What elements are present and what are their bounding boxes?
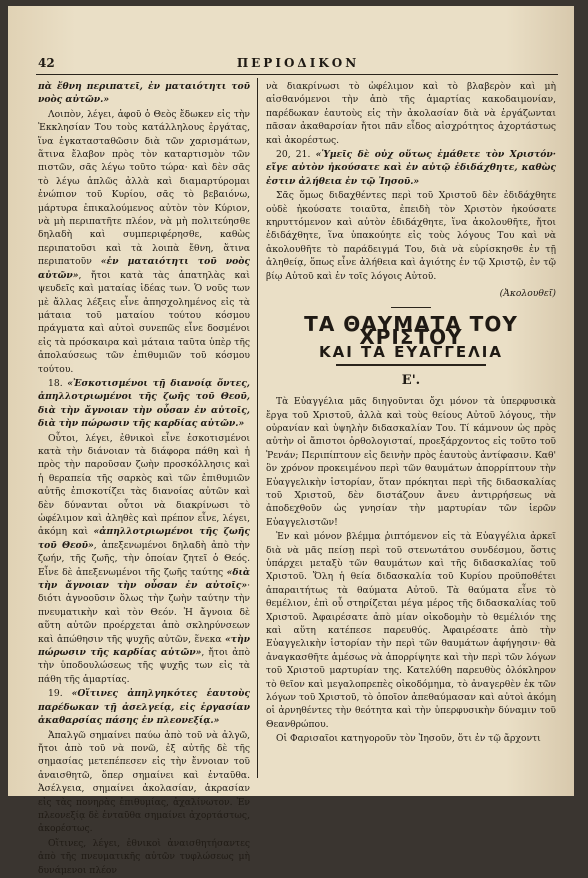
page-number: 42 — [38, 56, 55, 70]
paragraph — [38, 108, 250, 376]
verse-quote: «τὴν πώρωσιν τῆς καρδίας αὐτῶν» — [38, 633, 250, 659]
paragraph-text: · διότι ἀγνοοῦσιν ὅλως τὴν ζωὴν ταύτην τὴν πνευματικὴν καὶ τὸν Θεόν. Ἡ ἄγνοια δὲ αὕτη αὐτῶν προέρχεται ἀπὸ σκληρύνσεων καὶ ἀπώθησιν τῆς ψυχῆς αὐτῶν, ἕνεκα — [38, 580, 250, 645]
verse-block — [266, 148, 556, 188]
header-rule — [36, 74, 558, 75]
verse-quote: «Οἵτινες ἀπηλγηκότες ἑαυτοὺς παρέδωκαν τῇ ἀσελγείᾳ, εἰς ἐργασίαν ἀκαθαρσίας πάσης ἐν πλεονεξίᾳ.» — [38, 688, 250, 727]
paragraph-text: Οὗτοι, λέγει, ἐθνικοὶ εἶνε ἐσκοτισμένοι κατὰ τὴν διάνοιαν τὰ διάφορα πάθη καὶ ἡ πρὸς τὴν παροῦσαν ζωὴν προσκόλλησις καὶ ἡ θεραπεία τῆς σαρκὸς καὶ τῶν ἐπιθυμιῶν αὐτῆς ἐπισκοτίζει τὰς διανοίας αὐτῶν καὶ δὲν δύνανται οὗτοι νὰ διακρίνωσι τὸ ὠφέλιμον καὶ ἀληθὲς καὶ πρέπον εἶνε, λέγει, ἀκόμη καὶ — [38, 432, 250, 538]
right-column — [266, 80, 556, 747]
paragraph-text: Λοιπὸν, λέγει, ἀφοῦ ὁ Θεὸς ἔδωκεν εἰς τὴν Ἐκκλησίαν Του τοὺς κατάλληλους ἐργάτας, ἵνα ἐγκατασταθῶσιν διὰ τῶν χαρισμάτων, ἅτινα ἔλαβον πρὸς τὸν καταρτισμὸν τῶν πιστῶν, σᾶς λέγω τοῦτο τώρα· καὶ δὲν σᾶς τὸ λέγω ἁπλῶς ἀλλὰ καὶ διαμαρτύρομαι ἐνώπιον τοῦ Κυρίου, σᾶς τὸ βεβαιόνω, μάρτυρα ἐπικαλούμενος αὐτὸν τὸν Κύριον, νὰ μὴ περιπατῆτε πλέον, νὰ μὴ πολιτεύησθε δηλαδὴ καὶ συμπεριφέρησθε, καθὼς περιπατοῦσι καὶ τὰ λοιπὰ ἔθνη, ἅτινα περιπατοῦν — [38, 108, 250, 268]
verse-block — [38, 687, 250, 727]
section-divider — [391, 307, 431, 308]
paragraph: νὰ διακρίνωσι τὸ ὠφέλιμον καὶ τὸ βλαβερὸν καὶ μὴ αἰσθανόμενοι τὴν ἀπὸ τῆς ἁμαρτίας κακοδαιμονίαν, παρέδωκαν ἑαυτοὺς εἰς τὴν ἀκολασίαν διὰ νὰ ἐργάζωνται πᾶσαν ἀκαθαρσίαν ἤτοι πᾶν εἶδος αἰσχρότητος ἀχορτάστως καὶ ἀκορέστως. — [266, 81, 556, 146]
paragraph: Σᾶς ὅμως διδαχθέντες περὶ τοῦ Χριστοῦ δὲν ἐδιδάχθητε οὐδὲ ἠκούσατε τοιαῦτα, ἐπειδὴ τὸν Χριστὸν ἠκούσατε κηρυττόμενον καὶ αὐτὸν ἐδιδάχθητε, ἵνα ἀκολουθῆτε, ἤτοι ἐδιδάχθητε, ἵνα ὑπακούητε εἰς τοὺς λόγους Του καὶ νὰ ἀκολουθῆτε τὸ παράδειγμά Του, διὰ νὰ εὑρίσκησθε ἐν τῇ ἀληθείᾳ, ὅπως εἶνε ἀλήθεια καὶ ἁγιότης ἐν τῷ Χριστῷ, ἐν τῷ βίῳ Αὐτοῦ καὶ ἐν τοῖς λόγοις Αὐτοῦ. — [266, 190, 556, 282]
paragraph — [38, 432, 250, 687]
column-divider — [257, 78, 258, 778]
paragraph-text: , ἀπεξενωμένοι δηλαδὴ ἀπὸ τὴν ζωήν, τῆς ζωῆς, τὴν ὁποίαν ζητεῖ ὁ Θεός. Εἶνε δὲ ἀπεξενωμένοι τῆς ζωῆς ταύτης — [38, 539, 251, 578]
paragraph-text: , ἤτοι ἀπὸ τὴν ὑποδουλώσεως τῆς ψυχῆς των εἰς τὰ πάθη τῆς ἁμαρτίας. — [38, 647, 250, 685]
continues-note: (Ἀκολουθεῖ) — [499, 288, 556, 300]
verse-number: 19. — [48, 688, 63, 700]
verse-quote: «ἀπηλλοτριωμένοι τῆς ζωῆς τοῦ Θεοῦ» — [38, 526, 250, 551]
page-header — [38, 56, 558, 74]
paragraph — [38, 80, 250, 107]
paragraph: Ἀπαλγῶ σημαίνει παύω ἀπὸ τοῦ νὰ ἀλγῶ, ἤτοι ἀπὸ τοῦ νὰ πονῶ, ἐξ αὐτῆς δὲ τῆς σημασίας μετεπέπεσεν εἰς τὴν ἔννοιαν τοῦ ἀναισθητῶ, ὅπερ σημαίνει καὶ ἐνταῦθα. Ἀσέλγεια, σημαίνει ἀκολασίαν, ἀκρασίαν εἰς τὰς πονηρὰς ἐπιθυμίας, ἀχαλίνωτον. Ἐν πλεονεξίᾳ δὲ ἐνταῦθα σημαίνει ἀχορτάστως, ἀκορέστως. — [38, 729, 250, 835]
verse-quote: «διὰ τὴν ἄγνοιαν τὴν οὖσαν ἐν αὐτοῖς» — [38, 566, 250, 592]
verse-number: 18. — [48, 377, 63, 389]
paragraph: Οἵτινες, λέγει, ἐθνικοὶ ἀναισθητήσαντες ἀπὸ τῆς πνευματικῆς αὐτῶν τυφλώσεως μὴ δυνάμενοι πλέον — [38, 837, 250, 876]
verse-block — [38, 377, 250, 431]
verse-quote: «Ὑμεῖς δὲ οὐχ οὕτως ἐμάθετε τὸν Χριστόν· εἴγε αὐτὸν ἠκούσατε καὶ ἐν αὐτῷ ἐδιδάχθητε, καθὼς ἐστιν ἀλήθεια ἐν τῷ Ἰησοῦ.» — [266, 149, 556, 187]
verse-quote: πὰ ἔθνη περιπατεῖ, ἐν ματαιότητι τοῦ νοὸς αὐτῶν.» — [38, 81, 250, 106]
title-underline — [336, 364, 486, 366]
paragraph: Ἐν καὶ μόνον βλέμμα ῥιπτόμενον εἰς τὰ Εὐαγγέλια ἀρκεῖ διὰ νὰ μᾶς πείσῃ περὶ τοῦ στενωτάτου συνδέσμου, ὅστις ὑπάρχει μεταξὺ τῶν θαυμάτων καὶ τῆς διδασκαλίας τοῦ Χριστοῦ. Ὅλη ἡ θεία διδασκαλία τοῦ Κυρίου προϋποθέτει ἀπαραιτήτως τὰ θαύματα Αὐτοῦ. Τὰ θαύματα εἶνε τὸ θεμέλιον, ἐπὶ οὗ στηρίζεται μέγα μέρος τῆς διδασκαλίας τοῦ Χριστοῦ. Ἀφαιρέσατε ἀπὸ μίαν οἰκοδομὴν τὸ θεμέλιόν της καὶ αὕτη κατέπεσε παρευθύς. Ἀφαιρέσατε ἀπὸ τὴν Εὐαγγελικὴν ἱστορίαν τὴν περὶ τῶν θαυμάτων ἀφήγησιν· θὰ ἀναγκασθῆτε ἀμέσως νὰ ἀπορρίψητε καὶ τὴν περὶ τῶν λόγων τοῦ Χριστοῦ μαρτυρίαν της. Κατελύθη παρευθὺς ὁλόκληρον τὸ θεῖον καὶ μεγαλοπρεπὲς οἰκοδόμημα, τὸ ἀναγερθὲν ἐκ τῶν λόγων τοῦ Χριστοῦ, τὸ ὁποῖον ἀπεθαύμασαν καὶ αὐτοὶ ἀκόμη οἱ ἀρνηθέντες τὴν θεότητα καὶ τὴν ὑπερφυσικὴν δύναμιν τοῦ Θεανθρώπου. — [266, 531, 556, 730]
verse-quote: «Ἐσκοτισμένοι τῇ διανοίᾳ ὄντες, ἀπηλλοτριωμένοι τῆς ζωῆς τοῦ Θεοῦ, διὰ τὴν ἄγνοιαν τὴν οὖσαν ἐν αὐτοῖς, διὰ τὴν πώρωσιν τῆς καρδίας αὐτῶν.» — [38, 377, 251, 430]
article-subtitle: ΚΑΙ ΤΑ ΕΥΑΓΓΕΛΙΑ — [319, 343, 503, 362]
left-column — [38, 80, 250, 878]
article-section-number: Ε'. — [401, 372, 421, 388]
paragraph-text: , ἤτοι κατὰ τὰς ἀπατηλὰς καὶ ψευδεῖς καὶ ματαίας ἰδέας των. Ὁ νοῦς των μὲ ἄλλας λέξεις εἶνε ἀπησχολημένος εἰς τὰ μάταια τοῦ ματαίου τούτου κόσμου πράγματα καὶ αὐτοὶ συνεπῶς εἶνε δοσμένοι εἰς τὰ πρόσκαιρα καὶ μάταια ταῦτα ὑπὲρ τῆς ἀπολαύσεως τῶν ἐπιθυμιῶν τοῦ κόσμου τούτου. — [38, 269, 250, 375]
article-title: ΤΑ ΘΑΥΜΑΤΑ ΤΟΥ ΧΡΙΣΤΟΥ — [304, 311, 518, 349]
paragraph: Οἱ Φαρισαῖοι κατηγοροῦν τὸν Ἰησοῦν, ὅτι ἐν τῷ ἄρχοντι — [276, 733, 541, 745]
journal-page — [8, 6, 574, 876]
journal-title: ΠΕΡΙΟΔΙΚΟΝ — [236, 56, 360, 70]
verse-number: 20, 21. — [276, 149, 311, 161]
paragraph: Τὰ Εὐαγγέλια μᾶς διηγοῦνται ὄχι μόνον τὰ ὑπερφυσικὰ ἔργα τοῦ Χριστοῦ, ἀλλὰ καὶ τοὺς θείους Αὐτοῦ λόγους, τὴν οὐρανίαν καὶ ὑψηλὴν διδασκαλίαν Του. Τί κάμνουν ὡς πρὸς αὐτὴν οἱ ἄπιστοι ὀρθολογισταί, προεξάρχοντος εἰς τοῦτο τοῦ Ῥενάν; Περιπίπτουν εἰς δεινὴν πρὸς ἑαυτοὺς ἀντίφασιν. Καθ' ὃν χρόνον προκειμένου περὶ τῶν θαυμάτων ἀπορρίπτουν τὴν Εὐαγγελικὴν ἱστορίαν, ὅταν πρόκηται περὶ τῆς διδασκαλίας τοῦ Χριστοῦ, δὲν διστάζουν ἄνευ ἀντιρρήσεως νὰ ἀποδεχθοῦν ὡς γνησίαν τὴν μαρτυρίαν τῶν ἱερῶν Εὐαγγελιστῶν! — [266, 396, 556, 528]
verse-quote: «ἐν ματαιότητι τοῦ νοὸς αὐτῶν» — [38, 256, 250, 281]
